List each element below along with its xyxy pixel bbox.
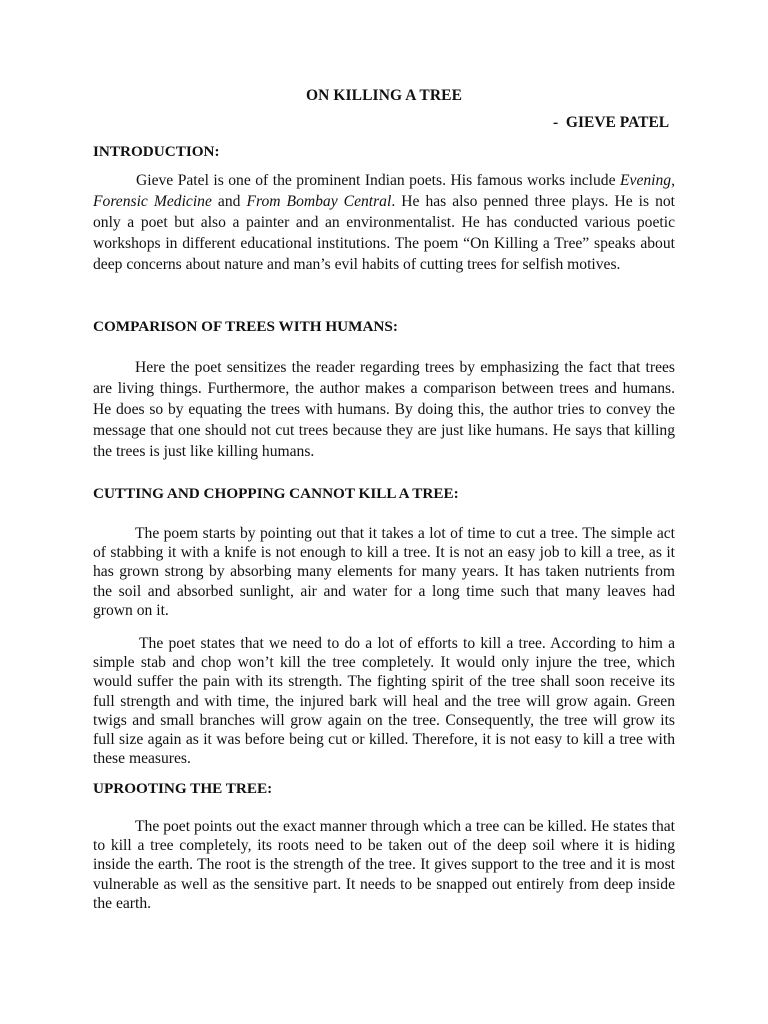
uprooting-text: The poet points out the exact manner through which a tree can be killed. He states that to kill a tree completely, its roots need to be taken out of the deep soil where it is hiding inside the earth. The root is the strength of the tree. It gives support to the tree and it is most vulnerable as well as the sensitive part. It needs to be snapped out entirely from deep inside the earth. xyxy=(93,818,675,912)
section-heading-comparison: COMPARISON OF TREES WITH HUMANS: xyxy=(93,318,398,335)
comparison-paragraph xyxy=(93,357,675,462)
document-title: ON KILLING A TREE xyxy=(305,87,463,104)
section-heading-introduction: INTRODUCTION: xyxy=(93,143,220,160)
uprooting-paragraph xyxy=(93,817,675,913)
section-heading-uprooting: UPROOTING THE TREE: xyxy=(93,780,273,797)
intro-conjunction: and xyxy=(211,193,247,210)
comparison-text: Here the poet sensitizes the reader regarding trees by emphasizing the fact that trees are living things. Furthermore, the author makes a comparison between trees and humans. He does so by equating the trees with humans. By doing this, the author tries to convey the message that one should not cut trees because they are just like humans. He says that killing the trees is just like killing humans. xyxy=(93,359,675,460)
cutting-paragraph-2 xyxy=(93,634,675,768)
author-line: - GIEVE PATEL xyxy=(553,114,670,131)
intro-paragraph xyxy=(93,170,675,275)
cutting-paragraph-1 xyxy=(93,524,675,620)
intro-rest-text: . He has also penned three plays. He is not only a poet but also a painter and an environmentalist. He has conducted various poetic workshops in different educational institutions. The poem “On Killing a Tree” speaks about deep concerns about nature and man’s evil habits of cutting trees for selfish motives. xyxy=(93,193,676,273)
work-title-evening: Evening, Forensic Medicine xyxy=(93,172,675,210)
section-heading-cutting: CUTTING AND CHOPPING CANNOT KILL A TREE: xyxy=(93,485,459,502)
cutting-text-1: The poem starts by pointing out that it takes a lot of time to cut a tree. The simple act of stabbing it with a knife is not enough to kill a tree. It is not an easy job to kill a tree, as it has grown strong by absorbing many elements for many years. It has taken nutrients from the soil and absorbed sunlight, air and water for a long time such that many leaves had grown on it. xyxy=(93,525,675,619)
intro-lead-text: Gieve Patel is one of the prominent Indian poets. His famous works include xyxy=(136,172,616,189)
cutting-text-2: The poet states that we need to do a lot of efforts to kill a tree. According to him a simple stab and chop won’t kill the tree completely. It would only injure the tree, which would suffer the pain with its strength. The fighting spirit of the tree shall soon receive its full strength and with time, the injured bark will heal and the tree will grow again. Green twigs and small branches will grow again on the tree. Consequently, the tree will grow its full size again as it was before being cut or killed. Therefore, it is not easy to kill a tree with these measures. xyxy=(93,635,675,768)
work-title-bombay-central: From Bombay Central xyxy=(246,193,392,210)
